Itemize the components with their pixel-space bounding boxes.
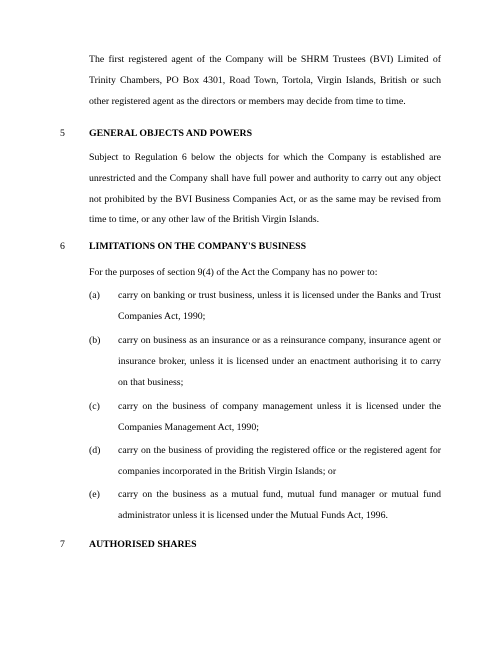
list-item-text-e: carry on the business as a mutual fund, mutual fund manager or mutual fund administrator unless it is licensed under the Mutual Funds Act, 1996. xyxy=(118,489,441,521)
registered-agent-paragraph: The first registered agent of the Company will be SHRM Trustees (BVI) Limited of Trinity Chambers, PO Box 4301, Road Town, Tortola, Virgin Islands, British or such other registered agent as the directors or members may decide from time to time. xyxy=(89,54,441,107)
section-5-number: 5 xyxy=(60,128,65,139)
list-item-text-c: carry on the business of company management unless it is licensed under the Companies Management Act, 1990; xyxy=(118,401,441,433)
section-6-intro: For the purposes of section 9(4) of the Act the Company has no power to: xyxy=(89,267,378,278)
list-item-text-a: carry on banking or trust business, unless it is licensed under the Banks and Trust Companies Act, 1990; xyxy=(118,290,441,322)
list-item-label-c: (c) xyxy=(89,401,100,412)
list-item-label-e: (e) xyxy=(89,489,100,500)
list-item-label-d: (d) xyxy=(89,445,101,456)
section-5-heading: GENERAL OBJECTS AND POWERS xyxy=(89,128,253,139)
list-item-label-a: (a) xyxy=(89,290,100,301)
list-item-text-b: carry on business as an insurance or as a reinsurance company, insurance agent or insurance broker, unless it is licensed under an enactment authorising it to carry on that business; xyxy=(118,335,441,388)
section-6-number: 6 xyxy=(60,241,65,252)
section-7-number: 7 xyxy=(60,539,65,550)
list-item-text-d: carry on the business of providing the registered office or the registered agent for companies incorporated in the British Virgin Islands; or xyxy=(118,445,441,477)
section-7-heading: AUTHORISED SHARES xyxy=(89,539,197,550)
section-5-body: Subject to Regulation 6 below the objects for which the Company is established are unrestricted and the Company shall have full power and authority to carry out any object not prohibited by the BVI Business Companies Act, or as the same may be revised from time to time, or any other law of the British Virgin Islands. xyxy=(89,152,441,226)
list-item-label-b: (b) xyxy=(89,335,101,346)
section-6-heading: LIMITATIONS ON THE COMPANY'S BUSINESS xyxy=(89,241,307,252)
